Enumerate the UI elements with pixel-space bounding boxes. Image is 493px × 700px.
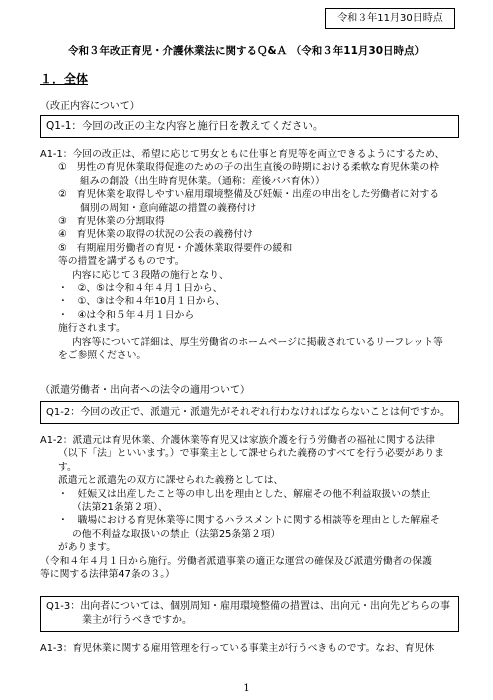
question-q1-3 [40,596,459,632]
document-title: 令和３年改正育児・介護休業法に関するＱ&Ａ （令和３年11月30日時点） [67,45,426,57]
answer-line: す。 [58,461,77,473]
answer-line: 派遣元と派遣先の双方に課せられた義務としては、 [58,475,284,487]
answer-line: ・ ④は令和５年４月１日から [58,309,195,321]
subsection-label: （改正内容について） [40,101,140,112]
page-number: 1 [243,683,250,694]
answer-line: A1-2：派遣元は育児休業、介護休業等育児又は家族介護を行う労働者の福祉に関する法律 [40,435,435,446]
answer-line: ④ 育児休業の取得の状況の公表の義務付け [58,229,253,241]
answer-a1-3 [40,642,460,655]
answer-line: ① 男性の育児休業取得促進のための子の出生直後の時期における柔軟な育児休業の枠 [58,162,440,174]
answer-line: 等に関する法律第47条の３。） [40,569,175,581]
answer-line: をご参照ください。 [58,350,147,362]
answer-line: ・ ①、③は令和４年10月１日から、 [58,296,226,308]
answer-line: 内容等について詳細は、厚生労働省のホームページに掲載されているリーフレット等 [72,336,443,348]
answer-line: 内容に応じて３段階の施行となり、 [72,269,229,281]
answer-line: の他不利益な取扱いの禁止（法第25条第２項） [72,528,281,540]
answer-line: 組みの創設（出生時育児休業。（通称：産後パパ育休）） [80,175,325,187]
question-q1-2: Q1-2：今回の改正で、派遣元・派遣先がそれぞれ行わなければならないことは何ですか。 [40,401,459,424]
answer-line: 等の措置を講ずるものです。 [58,256,185,268]
answer-a1-2 [40,434,460,581]
answer-line: ・ ②、⑤は令和４年４月１日から、 [58,283,223,295]
answer-line: ③ 育児休業の分割取得 [58,216,165,228]
section-heading: １．全体 [40,72,89,86]
answer-line: ・ 職場における育児休業等に関するハラスメントに関する相談等を理由とした解雇そ [58,515,440,527]
answer-line: （以下「法」といいます。）で事業主として課せられた義務のすべてを行う必要がありま [58,448,444,460]
question-line: 業主が行うべきですか。 [82,615,192,626]
answer-line: A1-3：育児休業に関する雇用管理を行っている事業主が行うべきものです。なお、育児休 [40,643,435,654]
answer-line: ② 育児休業を取得しやすい雇用環境整備及び妊娠・出産の申出をした労働者に対する [58,189,440,201]
date-stamp-box: 令和３年11月30日時点 [325,8,455,29]
answer-a1-1 [40,148,460,363]
answer-line: ・ 妊娠又は出産したこと等の申し出を理由とした、解雇その他不利益取扱いの禁止 [58,488,431,500]
answer-line: （法第21条第２項）、 [72,502,168,514]
subsection-label: （派遣労働者・出向者への法令の適用ついて） [40,385,250,396]
answer-line: 個別の周知・意向確認の措置の義務付け [80,202,257,214]
question-q1-1: Q1-1：今回の改正の主な内容と施行日を教えてください。 [40,115,459,138]
answer-line: ⑤ 有期雇用労働者の育児・介護休業取得要件の緩和 [58,242,293,254]
answer-line: （令和４年４月１日から施行。労働者派遣事業の適正な運営の確保及び派遣労働者の保護 [40,555,432,567]
question-line: Q1-3：出向者については、個別周知・雇用環境整備の措置は、出向元・出向先どちらの事 [46,601,451,612]
answer-line: 施行されます。 [58,323,126,335]
answer-line: があります。 [58,542,116,554]
answer-line: A1-1：今回の改正は、希望に応じて男女ともに仕事と育児等を両立できるようにするため、 [40,149,445,160]
